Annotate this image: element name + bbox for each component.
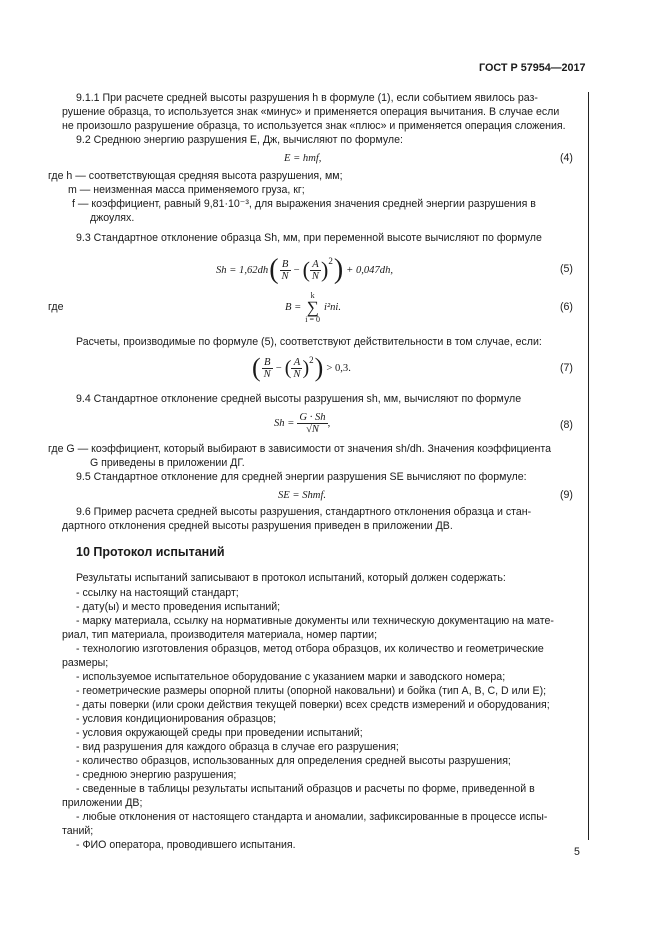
- list-item: риал, тип материала, производителя материала, номер партии;: [62, 629, 378, 641]
- equation-5-number: (5): [560, 263, 573, 275]
- equation-6-number: (6): [560, 301, 573, 313]
- eq7-a: A: [291, 357, 302, 369]
- eq5-square: 2: [328, 256, 333, 266]
- eq7-inner-rparen: ): [302, 356, 310, 379]
- list-item: - геометрические размеры опорной плиты (опорной наковальни) и бойка (тип А, В, С, D или Е);: [76, 685, 547, 697]
- eq8-lhs: Sh =: [274, 417, 295, 429]
- eq5-b: B: [280, 259, 291, 271]
- equation-4: E = hmf,: [284, 153, 322, 164]
- equation-5: [216, 250, 393, 290]
- eq7-inner-lparen: (: [284, 356, 292, 379]
- equation-7: [252, 350, 351, 386]
- eq5-n: N: [281, 270, 289, 282]
- list-item: - сведенные в таблицы результаты испытаний образцов и расчеты по форме, приведенной в: [76, 783, 535, 795]
- para-9-1-1-line3: не произошло разрушение образца, то используется знак «плюс» и применяется операция сложения.: [62, 120, 566, 132]
- page-number: 5: [574, 846, 580, 858]
- list-item: - условия кондиционирования образцов;: [76, 713, 277, 725]
- list-item: - ссылку на настоящий стандарт;: [76, 587, 239, 599]
- list-item: - марку материала, ссылку на нормативные документы или техническую документацию на мате-: [76, 615, 554, 627]
- where-g-line-cont: G приведены в приложении ДГ.: [90, 457, 245, 469]
- list-item: - количество образцов, использованных для определения средней высоты разрушения;: [76, 755, 511, 767]
- eq7-n2: N: [293, 368, 301, 380]
- equation-9-number: (9): [560, 489, 573, 501]
- eq6-body: i²ni.: [324, 301, 342, 313]
- eq7-frac-a-n: [291, 357, 302, 380]
- para-9-6-line2: дартного отклонения средней высоты разрушения приведен в приложении ДВ.: [62, 520, 453, 532]
- equation-6: [285, 288, 341, 326]
- eq7-tail: > 0,3.: [326, 362, 351, 374]
- where-m-line: m — неизменная масса применяемого груза, кг;: [68, 184, 305, 196]
- eq5-inner-lparen: (: [302, 257, 310, 282]
- eq8-denominator: √N: [306, 423, 319, 435]
- para-calc-condition: Расчеты, производимые по формуле (5), соответствуют действительности в том случае, если:: [76, 336, 542, 348]
- equation-8-number: (8): [560, 419, 573, 431]
- eq5-a: A: [310, 259, 321, 271]
- eq7-right-paren: ): [314, 353, 324, 382]
- list-item: - используемое испытательное оборудование с указанием марки и заводского номера;: [76, 671, 506, 683]
- list-item: - вид разрушения для каждого образца в случае его разрушения;: [76, 741, 399, 753]
- sigma-icon: ∑: [306, 297, 319, 317]
- eq5-minus: −: [293, 264, 300, 276]
- list-item: - условия окружающей среды при проведении испытаний;: [76, 727, 363, 739]
- list-item: Результаты испытаний записывают в протокол испытаний, который должен содержать:: [76, 572, 506, 584]
- eq5-inner-rparen: ): [320, 257, 329, 282]
- eq5-lhs: Sh = 1,62dh: [216, 264, 269, 276]
- eq6-sum: [305, 291, 320, 324]
- list-item: приложении ДВ;: [62, 797, 143, 809]
- eq6-sum-top: k: [310, 290, 315, 300]
- where-label: где: [48, 301, 64, 313]
- change-bar: [588, 92, 589, 840]
- para-9-1-1-line1: 9.1.1 При расчете средней высоты разрушения h в формуле (1), если событием явилось раз-: [76, 92, 538, 104]
- eq7-square: 2: [309, 355, 314, 365]
- equation-7-number: (7): [560, 362, 573, 374]
- eq5-frac-b-n: [280, 259, 291, 282]
- eq5-n2: N: [311, 270, 319, 282]
- para-9-4: 9.4 Стандартное отклонение средней высоты разрушения sh, мм, вычисляют по формуле: [76, 393, 522, 405]
- eq5-right-paren: ): [333, 254, 344, 285]
- list-item: - дату(ы) и место проведения испытаний;: [76, 601, 281, 613]
- where-f-line-cont: джоулях.: [90, 212, 135, 224]
- eq7-frac-b-n: [262, 357, 273, 380]
- eq6-lhs: B =: [285, 301, 302, 313]
- para-9-6-line1: 9.6 Пример расчета средней высоты разрушения, стандартного отклонения образца и стан-: [76, 506, 532, 518]
- equation-4-number: (4): [560, 152, 573, 164]
- eq8-comma: ,: [327, 417, 331, 429]
- list-item: - технологию изготовления образцов, метод отбора образцов, их количество и геометрические: [76, 643, 544, 655]
- eq8-numerator: G · Sh: [299, 411, 326, 423]
- eq6-sum-bottom: i = 0: [305, 314, 321, 324]
- list-item: таний;: [62, 825, 94, 837]
- eq8-fraction: [297, 412, 327, 435]
- where-h-line: где h — соответствующая средняя высота разрушения, мм;: [48, 170, 343, 182]
- equation-9: SE = Shmf.: [278, 490, 327, 501]
- eq5-tail: + 0,047dh,: [346, 264, 394, 276]
- list-item: - среднюю энергию разрушения;: [76, 769, 237, 781]
- eq7-minus: −: [275, 362, 282, 374]
- para-9-1-1-line2: рушение образца, то используется знак «минус» и применяется операция вычитания. В случае если: [62, 106, 560, 118]
- list-item: - любые отклонения от настоящего стандарта и аномалии, зафиксированные в процессе испы-: [76, 811, 548, 823]
- eq7-b: B: [262, 357, 273, 369]
- list-item: размеры;: [62, 657, 109, 669]
- para-9-5: 9.5 Стандартное отклонение для средней энергии разрушения SE вычисляют по формуле:: [76, 471, 527, 483]
- list-item: - даты поверки (или сроки действия текущей поверки) всех средств измерений и оборудования;: [76, 699, 550, 711]
- section-title: 10 Протокол испытаний: [76, 545, 225, 559]
- eq5-frac-a-n: [310, 259, 321, 282]
- eq7-n: N: [263, 368, 271, 380]
- document-header: ГОСТ Р 57954—2017: [479, 62, 586, 74]
- para-9-2: 9.2 Среднюю энергию разрушения E, Дж, вычисляют по формуле:: [76, 134, 403, 146]
- where-g-line: где G — коэффициент, который выбирают в зависимости от значения sh/dh. Значения коэффициента: [48, 443, 552, 455]
- eq5-left-paren: (: [269, 254, 279, 285]
- where-f-line: f — коэффициент, равный 9,81·10⁻³, для выражения значения средней энергии разрушения в: [72, 198, 536, 210]
- list-item: - ФИО оператора, проводившего испытания.: [76, 839, 296, 851]
- equation-8: [274, 406, 330, 440]
- para-9-3: 9.3 Стандартное отклонение образца Sh, мм, при переменной высоте вычисляют по формуле: [76, 232, 542, 244]
- eq7-left-paren: (: [252, 353, 261, 382]
